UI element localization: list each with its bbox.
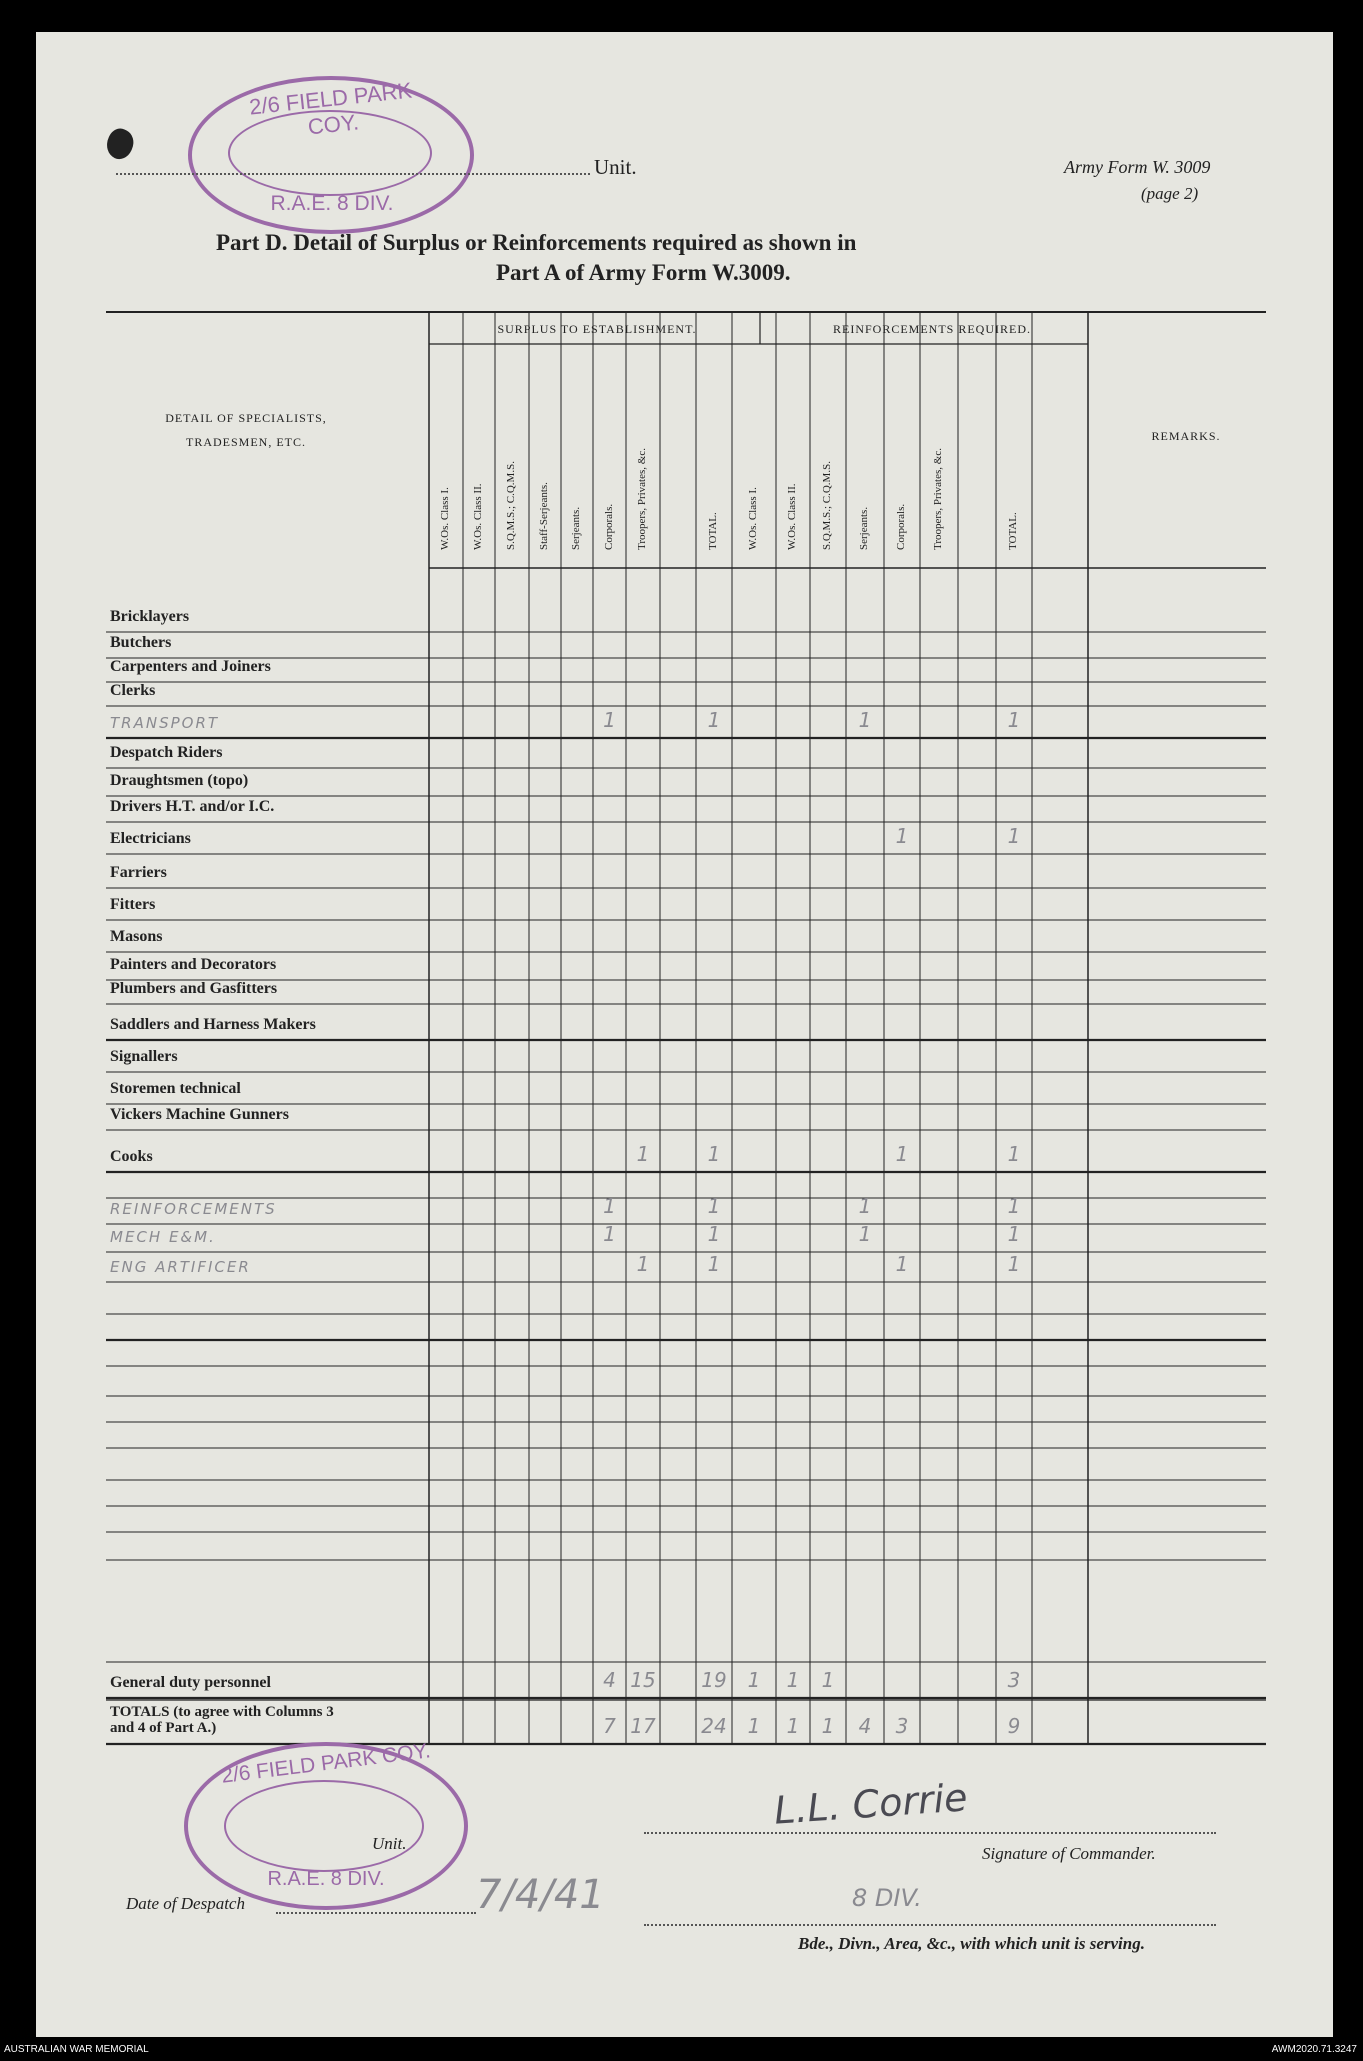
surplus-cell: 24 xyxy=(701,1714,727,1738)
reinforcements-cell: 1 xyxy=(786,1714,800,1738)
surplus-cell: 1 xyxy=(603,1222,616,1246)
archive-reference: AWM2020.71.3247 xyxy=(1271,2044,1357,2055)
reinforcements-col-header: S.Q.M.S.; C.Q.M.S. xyxy=(821,461,833,550)
date-label: Date of Despatch xyxy=(126,1894,245,1913)
surplus-cell: 1 xyxy=(636,1252,650,1276)
surplus-cell: 7 xyxy=(603,1714,616,1738)
surplus-col-header: Staff-Serjeants. xyxy=(538,482,550,550)
row-label: Masons xyxy=(110,928,163,945)
surplus-cell: 1 xyxy=(707,1222,721,1246)
row-label: TRANSPORT xyxy=(110,714,220,732)
row-label: Butchers xyxy=(110,634,172,651)
surplus-cell: 1 xyxy=(603,1194,616,1218)
row-label: Vickers Machine Gunners xyxy=(110,1106,289,1123)
reinforcements-cell: 1 xyxy=(747,1668,761,1692)
reinforcements-cell: 1 xyxy=(821,1668,835,1692)
row-label: Farriers xyxy=(110,864,167,881)
row-label: Plumbers and Gasfitters xyxy=(110,980,278,997)
bottom-unit-label: Unit. xyxy=(372,1834,407,1853)
row-label: MECH E&M. xyxy=(110,1228,216,1246)
reinforcements-cell: 1 xyxy=(821,1714,835,1738)
row-label: General duty personnel xyxy=(110,1674,271,1691)
reinforcements-cell: 1 xyxy=(895,824,909,848)
surplus-cell: 1 xyxy=(636,1142,650,1166)
form-page-number: (page 2) xyxy=(1141,184,1199,203)
form-ref: Army Form W. 3009 xyxy=(1064,157,1211,177)
surplus-cell: 1 xyxy=(707,1142,721,1166)
reinforcements-col-header: W.Os. Class II. xyxy=(786,483,798,550)
surplus-col-header: S.Q.M.S.; C.Q.M.S. xyxy=(505,461,517,550)
page-title-line1: Part D. Detail of Surplus or Reinforcements required as shown in xyxy=(216,230,857,255)
row-label: REINFORCEMENTS xyxy=(110,1200,277,1218)
row-label: TOTALS (to agree with Columns 3 and 4 of Part A.) xyxy=(110,1704,334,1736)
table-content xyxy=(36,32,1333,1772)
remarks-header: REMARKS. xyxy=(1151,429,1221,443)
date-value: 7/4/41 xyxy=(476,1872,605,1918)
surplus-col-header: Troopers, Privates, &c. xyxy=(636,448,648,550)
row-label: Carpenters and Joiners xyxy=(110,658,271,675)
reinforcements-cell: 1 xyxy=(1007,1222,1021,1246)
reinforcements-cell: 1 xyxy=(786,1668,800,1692)
surplus-col-header: Serjeants. xyxy=(570,506,582,550)
reinforcements-cell: 1 xyxy=(895,1252,909,1276)
row-label: Signallers xyxy=(110,1048,178,1065)
reinforcements-cell: 3 xyxy=(1007,1668,1021,1692)
row-label: Electricians xyxy=(110,830,191,847)
reinforcements-col-header: TOTAL. xyxy=(1007,512,1019,550)
reinforcements-cell: 9 xyxy=(1007,1714,1021,1738)
form-page xyxy=(36,32,1333,2037)
reinforcements-cell: 1 xyxy=(1007,1194,1021,1218)
reinforcements-cell: 1 xyxy=(858,1194,872,1218)
unit-label: Unit. xyxy=(594,155,637,179)
reinforcements-col-header: Troopers, Privates, &c. xyxy=(932,448,944,550)
reinforcements-header: REINFORCEMENTS REQUIRED. xyxy=(832,322,1031,336)
formation-value: 8 DIV. xyxy=(852,1884,922,1912)
surplus-cell: 4 xyxy=(603,1668,616,1692)
stamp-arc-text: 2/6 FIELD PARK COY. xyxy=(248,77,414,140)
reinforcements-cell: 1 xyxy=(1007,824,1021,848)
reinforcements-cell: 1 xyxy=(895,1142,909,1166)
unit-stamp-bottom xyxy=(184,1739,468,1910)
row-label: Despatch Riders xyxy=(110,744,223,761)
reinforcements-cell: 4 xyxy=(858,1714,872,1738)
surplus-header: SURPLUS TO ESTABLISHMENT. xyxy=(497,322,697,336)
reinforcements-cell: 1 xyxy=(1007,1252,1021,1276)
reinforcements-cell: 1 xyxy=(1007,1142,1021,1166)
surplus-cell: 17 xyxy=(630,1714,656,1738)
row-label: Storemen technical xyxy=(110,1080,241,1097)
surplus-col-header: W.Os. Class II. xyxy=(472,483,484,550)
surplus-cell: 19 xyxy=(701,1668,727,1692)
surplus-cell: 1 xyxy=(707,1252,721,1276)
stamp-bottom-text: R.A.E. 8 DIV. xyxy=(270,192,394,215)
reinforcements-col-header: Corporals. xyxy=(895,503,907,550)
surplus-cell: 15 xyxy=(630,1668,656,1692)
reinforcements-cell: 1 xyxy=(1007,708,1021,732)
reinforcements-cell: 1 xyxy=(858,1222,872,1246)
commander-signature: L.L. Corrie xyxy=(772,1775,969,1833)
archive-footer xyxy=(0,2041,1363,2061)
surplus-cell: 1 xyxy=(603,708,616,732)
stamp-arc-text: 2/6 FIELD PARK COY. xyxy=(220,1739,432,1788)
row-label: Saddlers and Harness Makers xyxy=(110,1016,316,1033)
row-label: Fitters xyxy=(110,896,156,913)
archive-name: AUSTRALIAN WAR MEMORIAL xyxy=(4,2044,149,2055)
reinforcements-col-header: Serjeants. xyxy=(858,506,870,550)
row-label: Bricklayers xyxy=(110,608,190,625)
reinforcements-cell: 1 xyxy=(858,708,872,732)
reinforcements-col-header: W.Os. Class I. xyxy=(747,487,759,550)
formation-line xyxy=(644,1924,1216,1926)
row-label: Drivers H.T. and/or I.C. xyxy=(110,798,275,815)
formation-label: Bde., Divn., Area, &c., with which unit is serving. xyxy=(798,1934,1145,1953)
surplus-col-header: TOTAL. xyxy=(707,512,719,550)
row-label: Draughtsmen (topo) xyxy=(110,772,249,789)
reinforcements-cell: 1 xyxy=(747,1714,761,1738)
stamp-bottom-text: R.A.E. 8 DIV. xyxy=(267,1868,385,1890)
row-label: ENG ARTIFICER xyxy=(110,1258,251,1276)
date-line xyxy=(276,1912,476,1914)
reinforcements-cell: 3 xyxy=(895,1714,909,1738)
page-title-line2: Part A of Army Form W.3009. xyxy=(496,260,791,285)
surplus-cell: 1 xyxy=(707,708,721,732)
row-label: Painters and Decorators xyxy=(110,956,277,973)
commander-signature-line xyxy=(644,1832,1216,1834)
row-label: Cooks xyxy=(110,1148,153,1165)
commander-label: Signature of Commander. xyxy=(982,1844,1156,1863)
surplus-col-header: W.Os. Class I. xyxy=(439,487,451,550)
detail-header: DETAIL OF SPECIALISTS, TRADESMEN, ETC. xyxy=(165,411,327,449)
surplus-cell: 1 xyxy=(707,1194,721,1218)
surplus-col-header: Corporals. xyxy=(602,503,615,550)
row-label: Clerks xyxy=(110,682,156,699)
